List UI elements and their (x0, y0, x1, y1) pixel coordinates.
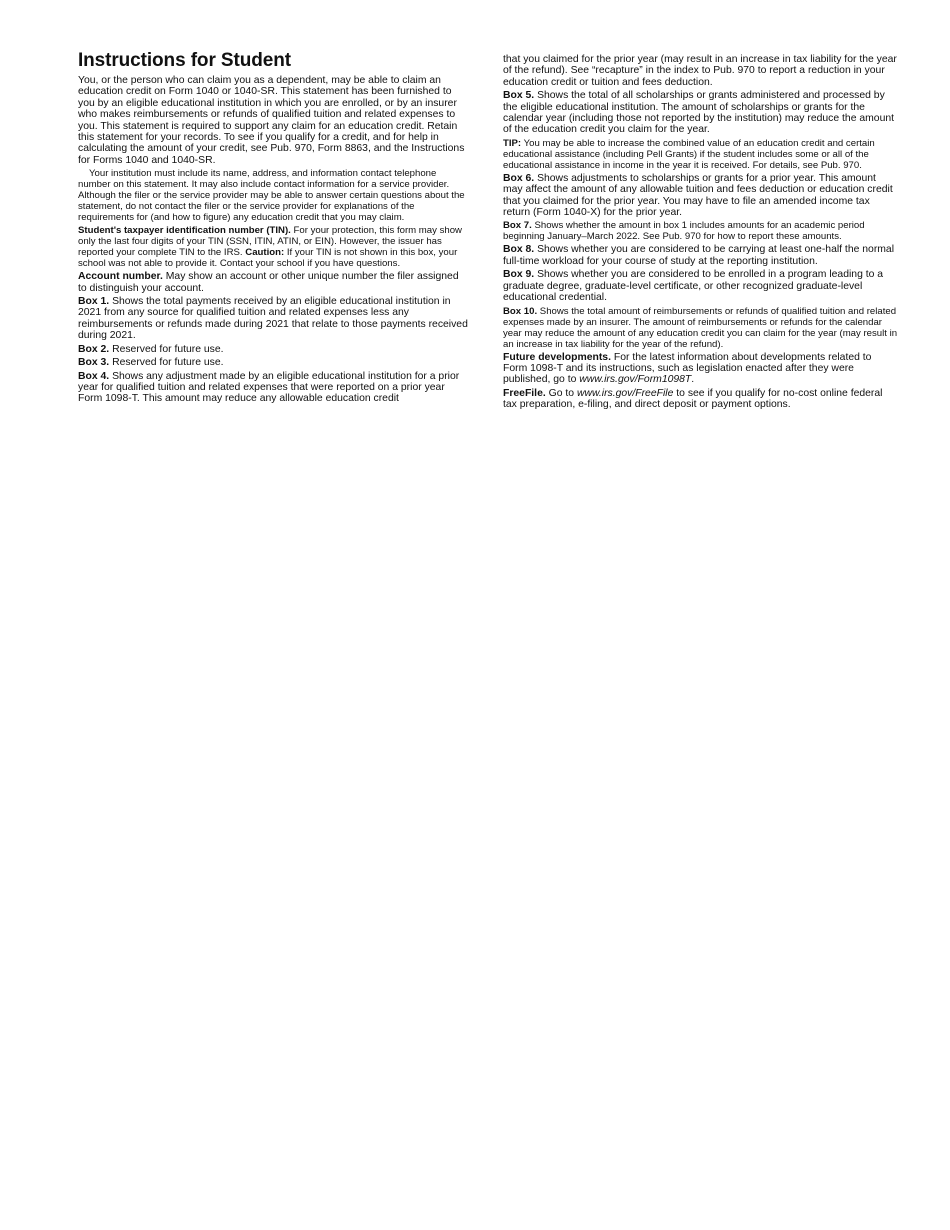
form1098t-link[interactable]: www.irs.gov/Form1098T (579, 374, 692, 386)
box7-text: Shows whether the amount in box 1 includes amounts for an academic period beginning January–March 2022. See Pub. 970 for how to report these amounts. (503, 220, 865, 243)
box9-paragraph (503, 269, 898, 303)
tip-text: You may be able to increase the combined value of an education credit and certain educational assistance (including Pell Grants) if the student includes some or all of the educational assistance in income in the year it is received. For details, see Pub. 970. (503, 137, 875, 171)
box8-heading: Box 8. (503, 244, 535, 256)
box4-paragraph (78, 371, 470, 405)
box3-text: Reserved for future use. (109, 357, 224, 369)
tin-paragraph (78, 225, 470, 269)
tin-heading: Student's taxpayer identification number (TIN). (78, 225, 291, 237)
box8-paragraph (503, 244, 898, 267)
box1-text: Shows the total payments received by an eligible educational institution in 2021 from any source for qualified tuition and related expenses less any reimbursements or refunds made during 2021 that relate to those payments received during 2021. (78, 296, 468, 342)
box2-heading: Box 2. (78, 343, 110, 355)
future-developments-end: . (691, 374, 695, 386)
box9-text: Shows whether you are considered to be enrolled in a program leading to a graduate degree, graduate-level certificate, or other recognized graduate-level educational credential. (503, 269, 884, 304)
freefile-paragraph (503, 388, 898, 411)
box6-heading: Box 6. (503, 172, 535, 184)
box4-heading: Box 4. (78, 370, 110, 382)
box5-paragraph (503, 90, 898, 136)
account-paragraph (78, 271, 470, 294)
tin-caution: Caution: (245, 247, 285, 259)
box10-heading: Box 10. (503, 305, 538, 317)
box3-heading: Box 3. (78, 357, 110, 369)
tin-text-1: For your protection, this form may show only the last four digits of your TIN (SSN, ITIN, ATIN, or EIN). However, the issuer has reported your complete TIN to the IRS. (78, 225, 462, 259)
box1-heading: Box 1. (78, 296, 110, 308)
box2-paragraph (78, 344, 470, 355)
box2-text: Reserved for future use. (109, 343, 224, 355)
box6-text: Shows adjustments to scholarships or grants for a prior year. This amount may affect the amount of any allowable tuition and fees deduction or education credit that you claimed for the prior year. You may have to file an amended income tax return (Form 1040-X) for the prior year. (503, 172, 893, 219)
account-heading: Account number. (78, 271, 163, 283)
box5-heading: Box 5. (503, 90, 535, 102)
box10-text: Shows the total amount of reimbursements or refunds of qualified tuition and related expenses made by an insurer. The amount of reimbursements or refunds for the calendar year may reduce the amount of any education credit you can claim for the year (may result in an increase in tax liability for the year of the refund). (503, 305, 898, 350)
box6-paragraph (503, 173, 898, 219)
box5-text: Shows the total of all scholarships or grants administered and processed by the eligible educational institution. The amount of scholarships or grants for the calendar year (including those not reported by the institution) may reduce the amount of the education credit you claim for the year. (503, 90, 895, 136)
account-text: May show an account or other unique number the filer assigned to distinguish your account. (78, 271, 459, 294)
box4-continued: that you claimed for the prior year (may result in an increase in tax liability for the year of the refund). See “recapture” in the index to Pub. 970 to report a reduction in your education credit or tuition and fees deduction. (503, 54, 897, 88)
box10-paragraph (503, 306, 898, 350)
freefile-text-1: Go to (545, 387, 577, 399)
box4-text: Shows any adjustment made by an eligible educational institution for a prior year for qualified tuition and related expenses that were reported on a prior year Form 1098-T. This amount may reduce any allowable education credit (78, 370, 460, 405)
box7-paragraph (503, 220, 898, 242)
future-developments-paragraph (503, 352, 898, 386)
tin-text-2: If your TIN is not shown in this box, your school was not able to provide it. Contact your school if you have questions. (78, 247, 458, 270)
institution-paragraph: Your institution must include its name, address, and information contact telephone number on this statement. It may also include contact information for a service provider. Although the filer or the service provider may be able to answer certain questions about the statement, do not contact the filer or the service provider for explanations of the requirements for (and how to figure) any education credit that you may claim. (78, 168, 465, 224)
freefile-text-2: to see if you qualify for no-cost online federal tax preparation, e-filing, and direct deposit or payment options. (503, 387, 883, 411)
future-developments-heading: Future developments. (503, 351, 611, 363)
box3-paragraph (78, 357, 470, 368)
box8-text: Shows whether you are considered to be carrying at least one-half the normal full-time workload for your course of study at the reporting institution. (503, 244, 895, 267)
freefile-heading: FreeFile. (503, 387, 546, 399)
box1-paragraph (78, 296, 470, 342)
tip-heading: TIP: (503, 137, 522, 149)
left-column (78, 50, 470, 407)
future-developments-text: For the latest information about developments related to Form 1098-T and its instructions, such as legislation enacted after they were published, go to (503, 351, 872, 386)
page-title: Instructions for Student (78, 50, 291, 71)
tip-paragraph (503, 138, 898, 171)
box9-heading: Box 9. (503, 269, 535, 281)
intro-paragraph: You, or the person who can claim you as a dependent, may be able to claim an education credit on Form 1040 or 1040-SR. This statement has been furnished to you by an eligible educational institution in which you are enrolled, or by an insurer who makes reimbursements or refunds of qualified tuition and related expenses to you. This statement is required to support any claim for an education credit. Retain this statement for your records. To see if you qualify for a credit, and for help in calculating the amount of your credit, see Pub. 970, Form 8863, and the Instructions for Forms 1040 and 1040-SR. (78, 75, 465, 166)
box7-heading: Box 7. (503, 220, 532, 232)
freefile-link[interactable]: www.irs.gov/FreeFile (576, 387, 674, 399)
right-column (503, 54, 898, 413)
